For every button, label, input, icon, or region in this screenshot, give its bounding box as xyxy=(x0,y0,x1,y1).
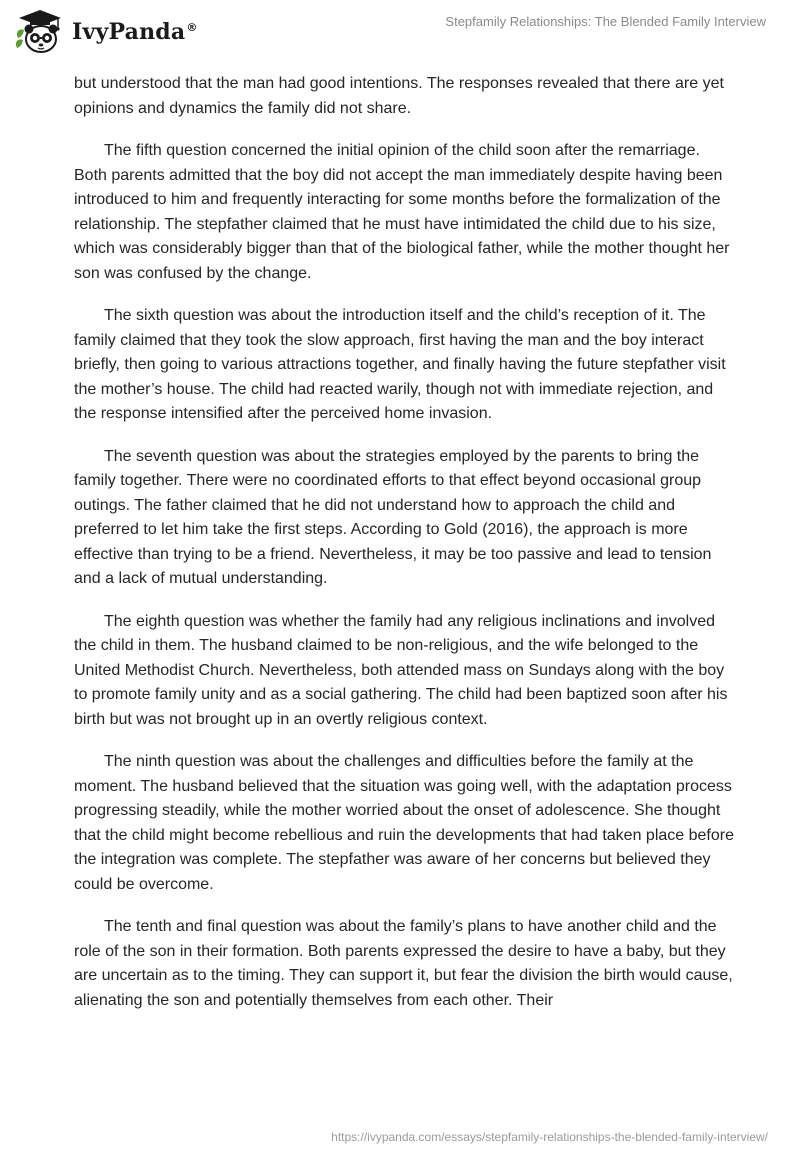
brand-name-text: IvyPanda xyxy=(72,19,186,45)
source-url[interactable]: https://ivypanda.com/essays/stepfamily-relationships-the-blended-family-interview/ xyxy=(331,1130,768,1144)
paragraph: but understood that the man had good intentions. The responses revealed that there are yet opinions and dynamics the family did not share. xyxy=(74,75,724,117)
registered-mark: ® xyxy=(186,20,198,34)
paragraph: The ninth question was about the challenges and difficulties before the family at the moment. The husband believed that the situation was going well, with the adaptation process progressing steadily, while the mother worried about the onset of adolescence. She thought that the child might become rebellious and ruin the developments that had taken place before the integration was complete. The stepfather was aware of her concerns but believed they could be overcome. xyxy=(74,753,734,893)
essay-body xyxy=(74,72,734,1031)
paragraph: The sixth question was about the introduction itself and the child’s reception of it. The family claimed that they took the slow approach, first having the man and the boy interact briefly, then going to various attractions together, and finally having the future stepfather visit the mother’s house. The child had reacted warily, though not with immediate rejection, and the response intensified after the perceived home invasion. xyxy=(74,307,726,422)
document-title: Stepfamily Relationships: The Blended Family Interview xyxy=(445,14,766,29)
paragraph: The seventh question was about the strategies employed by the parents to bring the family together. There were no coordinated efforts to that effect beyond occasional group outings. The father claimed that he did not understand how to approach the child and preferred to let him take the first steps. According to Gold (2016), the approach is more effective than trying to be a friend. Nevertheless, it may be too passive and lead to tension and a lack of mutual understanding. xyxy=(74,447,712,587)
page-header xyxy=(0,0,800,70)
paragraph: The fifth question concerned the initial opinion of the child soon after the remarriage. Both parents admitted that the boy did not accept the man immediately despite having been introduced to him and frequently interacting for some months before the formalization of the relationship. The stepfather claimed that he must have intimidated the child due to his size, which was considerably bigger than that of the biological father, while the mother thought her son was confused by the change. xyxy=(74,142,730,282)
paragraph: The tenth and final question was about the family’s plans to have another child and the role of the son in their formation. Both parents expressed the desire to have a baby, but they are uncertain as to the timing. They can support it, but fear the division the birth would cause, alienating the son and potentially themselves from each other. Their xyxy=(74,918,733,1009)
brand-name xyxy=(72,19,198,45)
panda-graduate-icon xyxy=(14,8,66,54)
ivypanda-logo[interactable] xyxy=(14,8,198,54)
paragraph: The eighth question was whether the family had any religious inclinations and involved the child in them. The husband claimed to be non-religious, and the wife belonged to the United Methodist Church. Nevertheless, both attended mass on Sundays along with the boy to promote family unity and as a social gathering. The child had been baptized soon after his birth but was not brought up in an overtly religious context. xyxy=(74,612,728,728)
